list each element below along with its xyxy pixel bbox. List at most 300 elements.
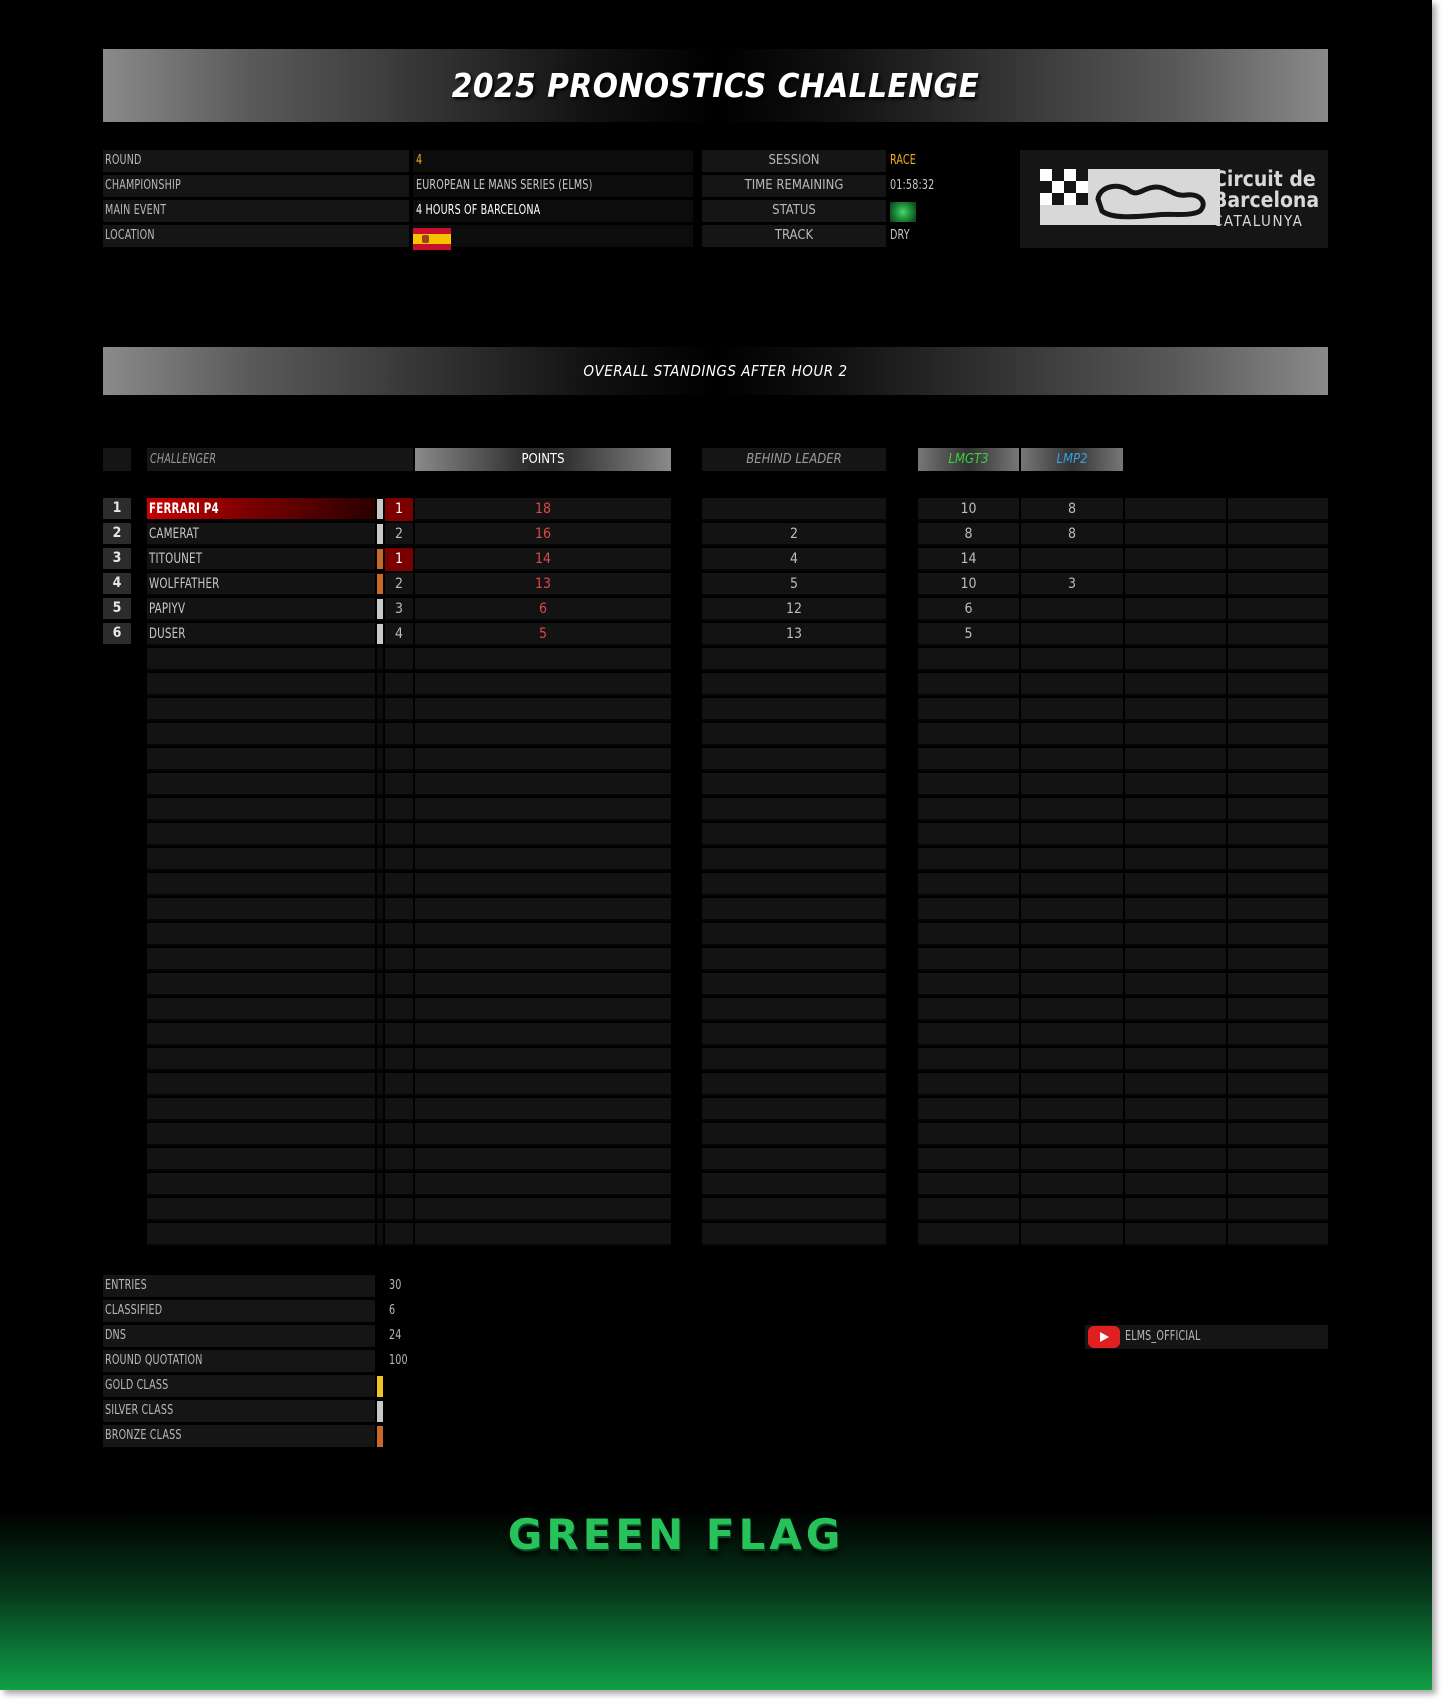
extra-cell: [1228, 748, 1328, 771]
points-value: 6: [538, 601, 547, 617]
behind-leader-header[interactable]: BEHIND LEADER: [702, 448, 886, 471]
lmp2-cell: [1021, 1198, 1123, 1221]
points-value: 13: [534, 576, 552, 592]
lmgt3-value: 5: [964, 626, 973, 642]
tier-bar: [377, 524, 383, 544]
green-flag-text: GREEN FLAG: [507, 1510, 845, 1559]
tier-cell: [377, 773, 383, 796]
lmgt3-value: 8: [964, 526, 973, 542]
class-pos-cell: [385, 973, 413, 996]
extra-cell: [1125, 748, 1226, 771]
page-title: 2025 PRONOSTICS CHALLENGE: [451, 66, 980, 105]
standings-title: OVERALL STANDINGS AFTER HOUR 2: [583, 362, 848, 380]
extra-cell: [1228, 973, 1328, 996]
info-value: 4 HOURS OF BARCELONA: [416, 203, 541, 218]
extra-cell: [1228, 1123, 1328, 1146]
behind-cell: [702, 873, 886, 896]
class-pos-cell: [385, 1098, 413, 1121]
extra-cell: [1125, 1073, 1226, 1096]
challenger-name[interactable]: DUSER: [149, 626, 186, 642]
session-value: RACE: [890, 153, 917, 168]
challenger-cell: [147, 648, 375, 671]
extra-cell: [1228, 523, 1328, 546]
stat-label: GOLD CLASS: [105, 1378, 169, 1393]
lmp2-cell: [1021, 1098, 1123, 1121]
challenger-cell: [147, 1048, 375, 1071]
lmgt3-cell: [918, 973, 1019, 996]
class-position: 2: [394, 576, 403, 592]
stat-value: 6: [389, 1303, 396, 1318]
tier-cell: [377, 848, 383, 871]
class-pos-cell: [385, 773, 413, 796]
points-value: 18: [534, 501, 552, 517]
class-pos-cell: [385, 648, 413, 671]
extra-cell: [1228, 948, 1328, 971]
lmp2-cell: [1021, 1073, 1123, 1096]
tier-bar: [377, 499, 383, 519]
tier-cell: [377, 1098, 383, 1121]
rank-badge: 2: [103, 523, 131, 544]
class-pos-cell: [385, 698, 413, 721]
points-cell: [415, 1023, 671, 1046]
behind-value: 2: [789, 526, 798, 542]
behind-cell: [702, 773, 886, 796]
tier-cell: [377, 673, 383, 696]
class-pos-cell: [385, 1023, 413, 1046]
lmp2-cell: [1021, 1173, 1123, 1196]
lmp2-cell: [1021, 1148, 1123, 1171]
lmgt3-cell: [918, 923, 1019, 946]
lmp2-cell: [1021, 873, 1123, 896]
challenger-name[interactable]: WOLFFATHER: [149, 576, 220, 592]
extra-cell: [1125, 823, 1226, 846]
lmp2-cell: [1021, 773, 1123, 796]
spain-flag-icon: [413, 228, 451, 250]
lmp2-cell: [1021, 1023, 1123, 1046]
behind-cell: [702, 948, 886, 971]
challenger-cell: [147, 1198, 375, 1221]
class-pos-cell: [385, 998, 413, 1021]
extra-cell: [1125, 773, 1226, 796]
lmp2-cell: [1021, 648, 1123, 671]
class-pos-cell: [385, 898, 413, 921]
tier-cell: [377, 923, 383, 946]
lmgt3-cell: [918, 648, 1019, 671]
behind-cell: [702, 698, 886, 721]
youtube-icon: [1088, 1326, 1120, 1348]
info-value-cell: [413, 150, 693, 172]
lmgt3-cell: [918, 898, 1019, 921]
lmgt3-cell: [918, 1073, 1019, 1096]
extra-cell: [1228, 698, 1328, 721]
lmgt3-cell: [918, 998, 1019, 1021]
lmgt3-cell: [918, 1198, 1019, 1221]
lmp2-value: [1021, 623, 1123, 646]
points-cell: [415, 1048, 671, 1071]
challenger-cell: [147, 948, 375, 971]
extra-cell: [1228, 898, 1328, 921]
tier-cell: [377, 873, 383, 896]
circuit-logo-line3: CATALUNYA: [1213, 212, 1304, 230]
extra-cell: [1228, 548, 1328, 571]
points-cell: [415, 923, 671, 946]
tier-cell: [377, 1048, 383, 1071]
rank-badge: 6: [103, 623, 131, 644]
behind-cell: [702, 898, 886, 921]
gold-class-swatch: [377, 1376, 383, 1397]
points-cell: [415, 848, 671, 871]
rank-badge: 5: [103, 598, 131, 619]
extra-cell: [1125, 798, 1226, 821]
class-pos-cell: [385, 673, 413, 696]
extra-cell: [1228, 823, 1328, 846]
session-label: TRACK: [774, 228, 814, 243]
lmp2-cell: [1021, 848, 1123, 871]
extra-cell: [1228, 723, 1328, 746]
challenger-cell: [147, 1223, 375, 1246]
tier-bar: [377, 549, 383, 569]
lmp2-cell: [1021, 898, 1123, 921]
lmgt3-value: 10: [960, 501, 977, 517]
challenger-cell: [147, 773, 375, 796]
behind-value: 12: [785, 601, 803, 617]
challenger-cell: [147, 1123, 375, 1146]
lmgt3-cell: [918, 848, 1019, 871]
extra-cell: [1228, 923, 1328, 946]
tier-cell: [377, 898, 383, 921]
points-cell: [415, 823, 671, 846]
class-pos-cell: [385, 823, 413, 846]
lmgt3-cell: [918, 773, 1019, 796]
challenger-name[interactable]: FERRARI P4: [149, 501, 219, 517]
points-cell: [415, 673, 671, 696]
challenger-cell: [147, 873, 375, 896]
lmgt3-cell: [918, 1173, 1019, 1196]
behind-cell: [702, 1198, 886, 1221]
lmp2-value: [1021, 598, 1123, 621]
extra-cell: [1228, 798, 1328, 821]
session-value: 01:58:32: [890, 178, 935, 193]
extra-cell: [1228, 1198, 1328, 1221]
behind-cell: [702, 798, 886, 821]
extra-cell: [1125, 498, 1226, 521]
challenger-cell: [147, 1023, 375, 1046]
stat-label: ROUND QUOTATION: [105, 1353, 203, 1368]
behind-cell: [702, 998, 886, 1021]
extra-cell: [1125, 1023, 1226, 1046]
circuit-logo-line1: Circuit de: [1213, 167, 1316, 191]
tier-cell: [377, 1073, 383, 1096]
rank-header-cell: [103, 448, 131, 471]
extra-cell: [1125, 1123, 1226, 1146]
points-value: 16: [534, 526, 552, 542]
extra-cell: [1228, 998, 1328, 1021]
points-cell: [415, 723, 671, 746]
challenger-cell: [147, 848, 375, 871]
lmgt3-cell: [918, 673, 1019, 696]
class-pos-cell: [385, 748, 413, 771]
extra-cell: [1125, 698, 1226, 721]
behind-value: 5: [789, 576, 798, 592]
standings-banner: [103, 347, 1328, 395]
lmp2-cell: [1021, 948, 1123, 971]
stat-label: DNS: [105, 1328, 127, 1343]
challenger-name[interactable]: TITOUNET: [149, 551, 203, 567]
lmp2-value: 8: [1067, 501, 1076, 517]
circuit-logo-mark: [1040, 169, 1220, 229]
extra-cell: [1228, 1023, 1328, 1046]
extra-cell: [1228, 1098, 1328, 1121]
points-cell: [415, 698, 671, 721]
session-label: TIME REMAINING: [744, 178, 844, 193]
lmgt3-cell: [918, 948, 1019, 971]
tier-cell: [377, 998, 383, 1021]
info-label-cell: [103, 150, 409, 172]
tier-bar: [377, 599, 383, 619]
lmp2-cell: [1021, 1048, 1123, 1071]
tier-cell: [377, 823, 383, 846]
stat-label: CLASSIFIED: [105, 1303, 163, 1318]
challenger-cell: [147, 1148, 375, 1171]
class-pos-cell: [385, 1073, 413, 1096]
behind-cell: [702, 1148, 886, 1171]
behind-cell: [702, 1048, 886, 1071]
rank-badge: 4: [103, 573, 131, 594]
extra-cell: [1228, 1073, 1328, 1096]
class-position: 4: [394, 626, 403, 642]
lmp2-cell: [1021, 698, 1123, 721]
extra-cell: [1125, 923, 1226, 946]
extra-cell: [1125, 948, 1226, 971]
tier-cell: [377, 1023, 383, 1046]
behind-cell: [702, 848, 886, 871]
points-cell: [415, 773, 671, 796]
lmp2-header[interactable]: LMP2: [1021, 448, 1123, 471]
behind-cell: [702, 648, 886, 671]
extra-cell: [1228, 848, 1328, 871]
lmp2-cell: [1021, 998, 1123, 1021]
extra-cell: [1228, 573, 1328, 596]
class-pos-cell: [385, 1048, 413, 1071]
lmp2-cell: [1021, 923, 1123, 946]
extra-cell: [1228, 1173, 1328, 1196]
behind-cell: [702, 1073, 886, 1096]
extra-cell: [1228, 598, 1328, 621]
lmp2-value: 3: [1067, 576, 1076, 592]
extra-cell: [1125, 673, 1226, 696]
lmgt3-cell: [918, 723, 1019, 746]
behind-cell: [702, 1173, 886, 1196]
lmgt3-value: 10: [960, 576, 977, 592]
lmp2-cell: [1021, 1223, 1123, 1246]
points-header[interactable]: POINTS: [415, 448, 671, 471]
lmgt3-value: 6: [964, 601, 973, 617]
lmp2-cell: [1021, 1123, 1123, 1146]
extra-cell: [1125, 898, 1226, 921]
class-pos-cell: [385, 1123, 413, 1146]
class-position: 3: [394, 601, 403, 617]
status-indicator: [890, 202, 916, 222]
extra-cell: [1228, 773, 1328, 796]
extra-cell: [1228, 623, 1328, 646]
info-label: MAIN EVENT: [105, 203, 167, 218]
extra-cell: [1125, 1148, 1226, 1171]
behind-cell: [702, 723, 886, 746]
behind-cell: [702, 748, 886, 771]
title-banner: [103, 49, 1328, 122]
extra-cell: [1125, 998, 1226, 1021]
extra-cell: [1125, 973, 1226, 996]
behind-value: 4: [789, 551, 798, 567]
rank-badge: 3: [103, 548, 131, 569]
behind-cell: [702, 973, 886, 996]
points-cell: [415, 748, 671, 771]
tier-cell: [377, 1223, 383, 1246]
points-cell: [415, 798, 671, 821]
lmp2-cell: [1021, 673, 1123, 696]
tier-cell: [377, 1148, 383, 1171]
tier-cell: [377, 698, 383, 721]
stat-label: SILVER CLASS: [105, 1403, 174, 1418]
extra-cell: [1125, 598, 1226, 621]
lmgt3-value: 14: [960, 551, 977, 567]
extra-cell: [1125, 1048, 1226, 1071]
silver-class-swatch: [377, 1401, 383, 1422]
points-cell: [415, 1098, 671, 1121]
challenger-cell: [147, 1098, 375, 1121]
stat-label: ENTRIES: [105, 1278, 147, 1293]
points-cell: [415, 1123, 671, 1146]
challenger-cell: [147, 998, 375, 1021]
class-pos-cell: [385, 948, 413, 971]
points-cell: [415, 648, 671, 671]
class-position: 2: [394, 526, 403, 542]
lmp2-cell: [1021, 973, 1123, 996]
circuit-logo-line2: Barcelona: [1213, 188, 1320, 212]
extra-cell: [1125, 873, 1226, 896]
lmgt3-cell: [918, 873, 1019, 896]
class-position: 1: [385, 498, 413, 521]
challenger-cell: [147, 923, 375, 946]
challenger-cell: [147, 973, 375, 996]
extra-cell: [1125, 1223, 1226, 1246]
extra-cell: [1125, 848, 1226, 871]
points-cell: [415, 1073, 671, 1096]
lmgt3-header[interactable]: LMGT3: [918, 448, 1019, 471]
lmgt3-cell: [918, 798, 1019, 821]
challenger-cell: [147, 723, 375, 746]
info-label: ROUND: [105, 153, 142, 168]
class-position: 1: [385, 548, 413, 571]
youtube-link[interactable]: [1085, 1325, 1328, 1349]
points-cell: [415, 998, 671, 1021]
class-pos-cell: [385, 1173, 413, 1196]
class-pos-cell: [385, 1198, 413, 1221]
points-cell: [415, 1223, 671, 1246]
session-label: SESSION: [768, 153, 820, 168]
challenger-cell: [147, 823, 375, 846]
tier-cell: [377, 1173, 383, 1196]
challenger-cell: [147, 1173, 375, 1196]
extra-cell: [1125, 1098, 1226, 1121]
class-pos-cell: [385, 1148, 413, 1171]
points-cell: [415, 1173, 671, 1196]
info-value: 4: [416, 153, 423, 168]
extra-cell: [1125, 1173, 1226, 1196]
tier-cell: [377, 723, 383, 746]
lmgt3-cell: [918, 748, 1019, 771]
extra-cell: [1228, 873, 1328, 896]
extra-cell: [1228, 1223, 1328, 1246]
bronze-class-swatch: [377, 1426, 383, 1447]
extra-cell: [1125, 548, 1226, 571]
extra-cell: [1125, 573, 1226, 596]
class-pos-cell: [385, 848, 413, 871]
extra-cell: [1125, 623, 1226, 646]
lmgt3-cell: [918, 1023, 1019, 1046]
lmp2-value: [1021, 548, 1123, 571]
points-cell: [415, 948, 671, 971]
tier-cell: [377, 798, 383, 821]
behind-cell: [702, 673, 886, 696]
circuit-logo: [1020, 150, 1328, 248]
stat-label-cell: [103, 1325, 375, 1347]
stat-value: 24: [389, 1328, 402, 1343]
info-label: CHAMPIONSHIP: [105, 178, 181, 193]
class-pos-cell: [385, 923, 413, 946]
extra-cell: [1228, 673, 1328, 696]
challenger-name[interactable]: CAMERAT: [149, 526, 200, 542]
lmp2-cell: [1021, 798, 1123, 821]
lmgt3-cell: [918, 1123, 1019, 1146]
extra-cell: [1125, 1198, 1226, 1221]
challenger-cell: [147, 698, 375, 721]
class-pos-cell: [385, 723, 413, 746]
behind-cell: [702, 823, 886, 846]
info-value: EUROPEAN LE MANS SERIES (ELMS): [416, 178, 593, 193]
extra-cell: [1228, 1048, 1328, 1071]
tier-cell: [377, 973, 383, 996]
lmgt3-cell: [918, 1148, 1019, 1171]
behind-value: [702, 498, 886, 521]
class-pos-cell: [385, 873, 413, 896]
behind-cell: [702, 1098, 886, 1121]
tier-cell: [377, 748, 383, 771]
lmgt3-cell: [918, 823, 1019, 846]
lmp2-cell: [1021, 723, 1123, 746]
behind-value: 13: [785, 626, 803, 642]
tier-cell: [377, 948, 383, 971]
points-value: 5: [538, 626, 547, 642]
challenger-cell: [147, 748, 375, 771]
info-value-cell: [413, 225, 693, 247]
lmgt3-cell: [918, 1098, 1019, 1121]
challenger-name[interactable]: PAPIYV: [149, 601, 186, 617]
tier-cell: [377, 648, 383, 671]
extra-cell: [1125, 523, 1226, 546]
tier-bar: [377, 574, 383, 594]
points-cell: [415, 1198, 671, 1221]
stat-value: 100: [389, 1353, 408, 1368]
extra-cell: [1228, 648, 1328, 671]
challenger-cell: [147, 798, 375, 821]
stat-value: 30: [389, 1278, 402, 1293]
behind-cell: [702, 923, 886, 946]
tier-cell: [377, 1123, 383, 1146]
session-value: DRY: [890, 228, 910, 243]
points-cell: [415, 873, 671, 896]
tier-bar: [377, 624, 383, 644]
